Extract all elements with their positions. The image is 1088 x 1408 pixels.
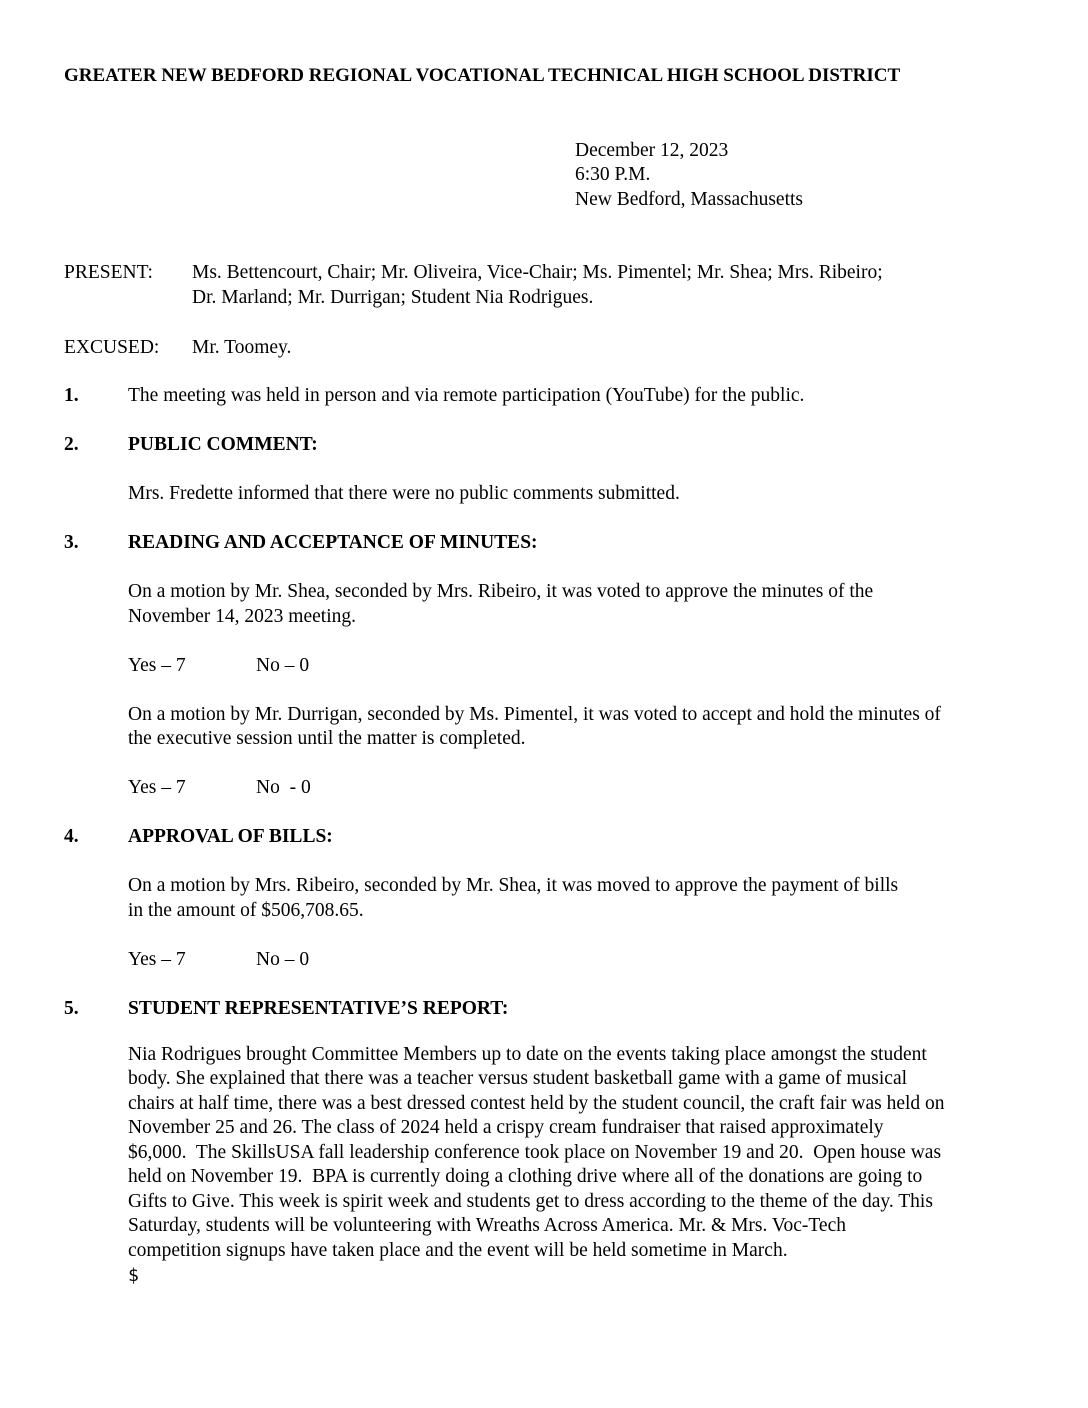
- item-5-report-line: $6,000. The SkillsUSA fall leadership conference took place on November 19 and 20. Open house was: [128, 1142, 942, 1163]
- excused-list: Mr. Toomey.: [192, 337, 292, 358]
- item-1-text: The meeting was held in person and via remote participation (YouTube) for the public.: [128, 385, 805, 406]
- meeting-date: December 12, 2023: [575, 140, 729, 161]
- item-4-vote-no: No – 0: [256, 949, 310, 970]
- item-3-heading: READING AND ACCEPTANCE OF MINUTES:: [128, 532, 538, 553]
- meeting-time: 6:30 P.M.: [575, 164, 651, 185]
- item-5-report-line: Saturday, students will be volunteering with Wreaths Across America. Mr. & Mrs. Voc-Tech: [128, 1215, 846, 1236]
- item-5-report-line: chairs at half time, there was a best dressed contest held by the student council, the craft fair was held on: [128, 1093, 945, 1114]
- item-3-vote-2-yes: Yes – 7: [128, 777, 186, 798]
- item-2-number: 2.: [64, 434, 79, 455]
- item-5-report-line: Nia Rodrigues brought Committee Members up to date on the events taking place amongst the student: [128, 1044, 927, 1065]
- item-4-number: 4.: [64, 826, 79, 847]
- present-label: PRESENT:: [64, 262, 153, 283]
- present-list-line-1: Ms. Bettencourt, Chair; Mr. Oliveira, Vice-Chair; Ms. Pimentel; Mr. Shea; Mrs. Ribeiro;: [192, 262, 883, 283]
- trailing-mark: $: [128, 1265, 139, 1286]
- item-3-motion-2-line-2: the executive session until the matter is completed.: [128, 728, 526, 749]
- item-3-motion-1-line-2: November 14, 2023 meeting.: [128, 606, 356, 627]
- item-5-report-line: competition signups have taken place and the event will be held sometime in March.: [128, 1240, 788, 1261]
- item-5-report-line: Gifts to Give. This week is spirit week and students get to dress according to the theme of the day. This: [128, 1191, 933, 1212]
- meeting-location: New Bedford, Massachusetts: [575, 189, 803, 210]
- item-2-text: Mrs. Fredette informed that there were no public comments submitted.: [128, 483, 680, 504]
- item-3-vote-1-yes: Yes – 7: [128, 655, 186, 676]
- item-5-number: 5.: [64, 998, 79, 1019]
- item-5-report-line: November 25 and 26. The class of 2024 held a crispy cream fundraiser that raised approximately: [128, 1117, 884, 1138]
- item-3-number: 3.: [64, 532, 79, 553]
- item-5-heading: STUDENT REPRESENTATIVE’S REPORT:: [128, 998, 509, 1019]
- item-1-number: 1.: [64, 385, 79, 406]
- item-3-motion-1-line-1: On a motion by Mr. Shea, seconded by Mrs. Ribeiro, it was voted to approve the minutes of the: [128, 581, 874, 602]
- item-3-vote-2-no: No - 0: [256, 777, 311, 798]
- item-5-report-line: held on November 19. BPA is currently doing a clothing drive where all of the donations are going to: [128, 1166, 923, 1187]
- item-5-report-line: body. She explained that there was a teacher versus student basketball game with a game of musical: [128, 1068, 908, 1089]
- item-3-vote-1-no: No – 0: [256, 655, 310, 676]
- district-title: GREATER NEW BEDFORD REGIONAL VOCATIONAL TECHNICAL HIGH SCHOOL DISTRICT: [64, 65, 901, 86]
- excused-label: EXCUSED:: [64, 337, 160, 358]
- item-4-motion-line-1: On a motion by Mrs. Ribeiro, seconded by Mr. Shea, it was moved to approve the payment of bills: [128, 875, 899, 896]
- item-3-motion-2-line-1: On a motion by Mr. Durrigan, seconded by Ms. Pimentel, it was voted to accept and hold the minutes of: [128, 704, 941, 725]
- item-4-motion-line-2: in the amount of $506,708.65.: [128, 900, 364, 921]
- item-4-vote-yes: Yes – 7: [128, 949, 186, 970]
- item-2-heading: PUBLIC COMMENT:: [128, 434, 318, 455]
- present-list-line-2: Dr. Marland; Mr. Durrigan; Student Nia Rodrigues.: [192, 287, 594, 308]
- item-4-heading: APPROVAL OF BILLS:: [128, 826, 333, 847]
